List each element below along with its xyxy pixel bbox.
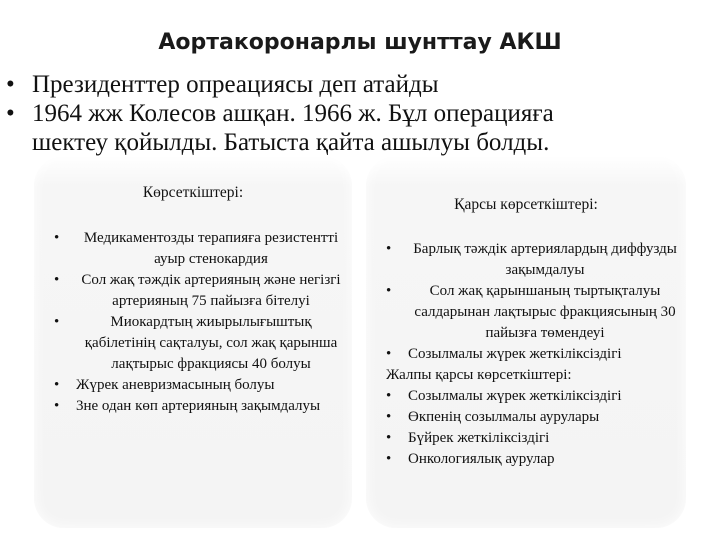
indications-title: Көрсеткіштері: xyxy=(142,184,244,201)
contraindications-panel xyxy=(366,156,686,528)
bullet-text: Президенттер опреациясы деп атайды xyxy=(32,71,439,98)
bullet-dot: • xyxy=(6,100,15,127)
bullet-continuation xyxy=(6,128,720,157)
bullet-text: 1964 жж Колесов ашқан. 1966 ж. Бұл операцияға xyxy=(32,100,554,127)
indications-panel xyxy=(34,156,352,528)
list-item: • Барлық тәждік артериялардың диффузды зақымдалуы xyxy=(386,239,682,281)
bullet-dot: • xyxy=(54,272,60,288)
slide-title: Аортакоронарлы шунттау АКШ xyxy=(158,30,562,55)
bullet-dot: • xyxy=(386,241,392,257)
list-item: • Созылмалы жүрек жеткіліксіздігі xyxy=(386,344,682,365)
bullet-text: шектеу қойылды. Батыста қайта ашылуы болды. xyxy=(32,129,550,156)
bullet-dot: • xyxy=(386,283,392,299)
bullet-dot: • xyxy=(54,230,60,246)
bullet-item xyxy=(6,70,720,99)
bullet-item xyxy=(6,99,720,128)
bullet-dot: • xyxy=(386,430,392,446)
bullet-dot: • xyxy=(6,71,15,98)
bullet-dot: • xyxy=(54,377,60,393)
contraindications-title: Қарсы көрсеткіштері: xyxy=(454,196,598,213)
list-item: • Бүйрек жеткіліксіздігі xyxy=(386,428,682,449)
indications-list xyxy=(54,228,346,417)
bullet-dot: • xyxy=(386,409,392,425)
list-item: • Миокардтың жиырылығыштық қабілетінің сақталуы, сол жақ қарынша лақтырыс фракциясы 40 болуы xyxy=(54,312,346,375)
list-item: • Онкологиялық аурулар xyxy=(386,449,682,470)
bullet-dot: • xyxy=(54,314,60,330)
list-item: • Созылмалы жүрек жеткіліксіздігі xyxy=(386,386,682,407)
list-item: • Өкпенің созылмалы аурулары xyxy=(386,407,682,428)
bullet-dot: • xyxy=(386,451,392,467)
list-item: • Сол жақ қарыншаның тыртықталуы салдарынан лақтырыс фракциясының 30 пайызға төмендеуі xyxy=(386,281,682,344)
contraindications-list xyxy=(386,239,682,470)
bullet-dot: • xyxy=(386,346,392,362)
bullet-dot: • xyxy=(386,388,392,404)
general-contraindications-heading: Жалпы қарсы көрсеткіштері: xyxy=(386,367,572,383)
list-item: • Медикаментозды терапияға резистентті ауыр стенокардия xyxy=(54,228,346,270)
list-item: • Жүрек аневризмасының болуы xyxy=(54,375,346,396)
list-item: • 3не одан көп артерияның зақымдалуы xyxy=(54,396,346,417)
bullet-dot: • xyxy=(54,398,60,414)
list-item: • Сол жақ тәждік артерияның және негізгі артерияның 75 пайызға бітелуі xyxy=(54,270,346,312)
